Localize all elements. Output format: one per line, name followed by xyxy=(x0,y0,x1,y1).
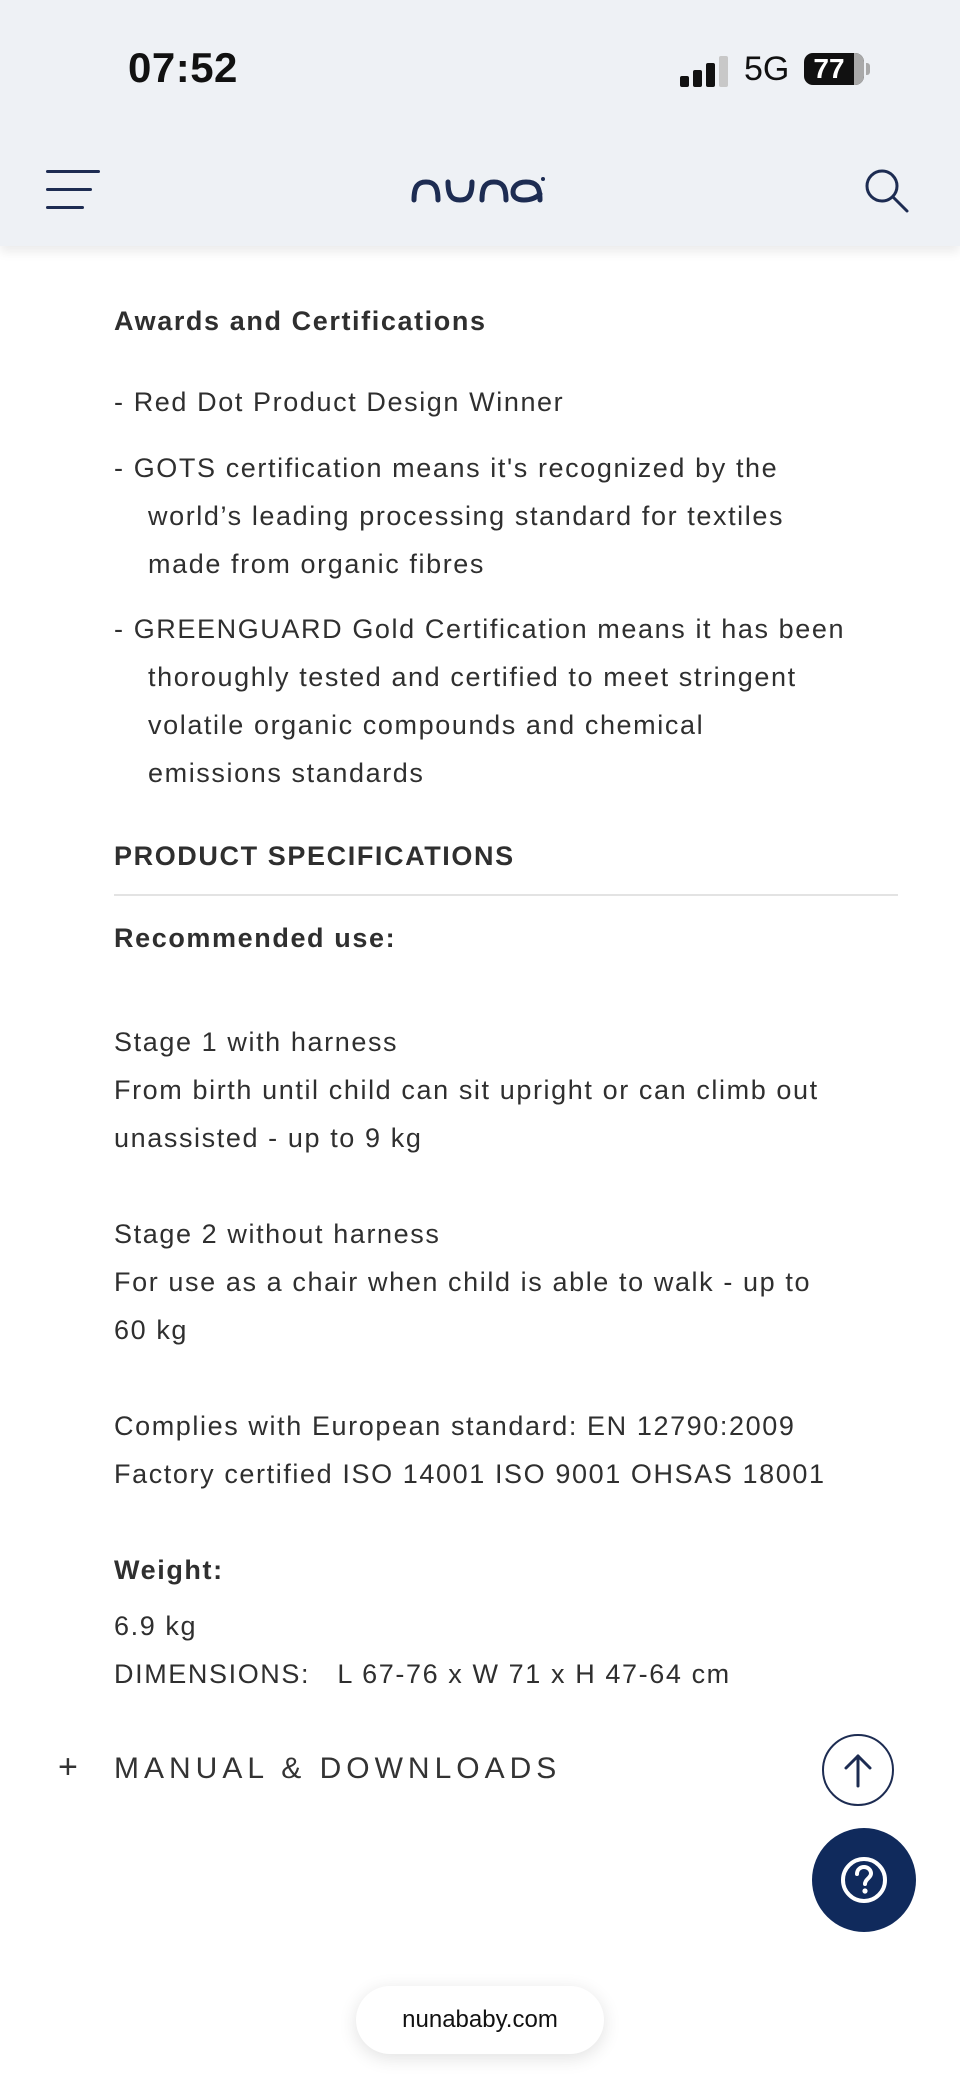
top-header xyxy=(0,0,960,246)
award-item-3: - GREENGUARD Gold Certification means it has been xyxy=(114,614,846,644)
stage1-title: Stage 1 with harness xyxy=(114,1027,399,1057)
award-item-1: - Red Dot Product Design Winner xyxy=(114,387,565,417)
european-standard: Complies with European standard: EN 12790:2009 xyxy=(114,1411,796,1441)
battery-tip xyxy=(866,63,870,75)
recommended-use-label: Recommended use: xyxy=(114,923,397,953)
section-divider xyxy=(114,894,898,896)
manual-downloads-label: MANUAL & DOWNLOADS xyxy=(114,1752,562,1785)
plus-icon: + xyxy=(58,1748,78,1786)
signal-icon xyxy=(680,55,730,87)
weight-value: 6.9 kg xyxy=(114,1611,198,1641)
award-item-2: - GOTS certification means it's recognized by the xyxy=(114,453,779,483)
battery-indicator xyxy=(804,53,864,85)
scroll-to-top-button[interactable] xyxy=(822,1734,894,1806)
stage2-desc-line2: 60 kg xyxy=(114,1315,189,1345)
battery-level: 77 xyxy=(813,53,845,84)
network-type: 5G xyxy=(744,50,790,88)
help-button[interactable] xyxy=(812,1828,916,1932)
award-item-3-cont: emissions standards xyxy=(148,758,425,788)
factory-certification: Factory certified ISO 14001 ISO 9001 OHSAS 18001 xyxy=(114,1459,826,1489)
hamburger-menu-icon[interactable] xyxy=(46,170,100,210)
award-item-3-cont: volatile organic compounds and chemical xyxy=(148,710,705,740)
dimensions: DIMENSIONS: L 67-76 x W 71 x H 47-64 cm xyxy=(114,1659,731,1689)
status-time: 07:52 xyxy=(128,44,238,91)
stage2-title: Stage 2 without harness xyxy=(114,1219,441,1249)
browser-url-bar[interactable]: nunababy.com xyxy=(356,1986,604,2054)
specs-heading: PRODUCT SPECIFICATIONS xyxy=(114,841,515,871)
awards-heading: Awards and Certifications xyxy=(114,306,487,336)
question-circle-icon xyxy=(839,1855,889,1905)
award-item-2-cont: made from organic fibres xyxy=(148,549,486,579)
weight-label: Weight: xyxy=(114,1555,224,1585)
arrow-up-icon xyxy=(842,1752,874,1788)
search-icon[interactable] xyxy=(862,166,910,214)
award-item-2-cont: world’s leading processing standard for textiles xyxy=(148,501,785,531)
manual-downloads-toggle[interactable] xyxy=(58,1748,561,1787)
stage2-desc-line1: For use as a chair when child is able to walk - up to xyxy=(114,1267,812,1297)
nuna-logo[interactable] xyxy=(410,172,546,208)
stage1-desc-line1: From birth until child can sit upright or can climb out xyxy=(114,1075,819,1105)
stage1-desc-line2: unassisted - up to 9 kg xyxy=(114,1123,423,1153)
award-item-3-cont: thoroughly tested and certified to meet stringent xyxy=(148,662,797,692)
